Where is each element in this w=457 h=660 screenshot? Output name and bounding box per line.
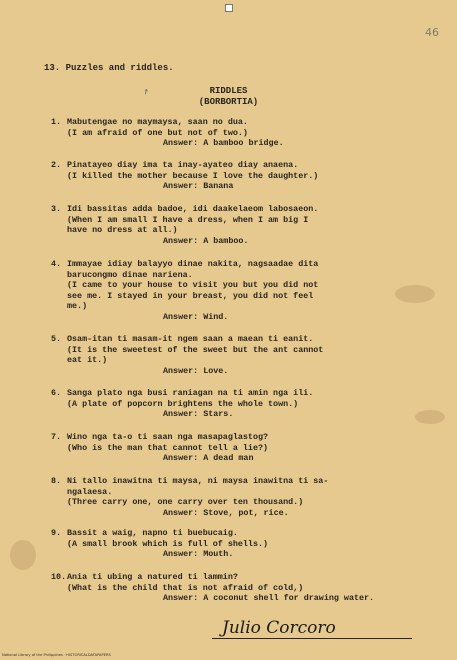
riddle-translation: (When I am small I have a dress, when I am big I have no dress at all.) xyxy=(67,214,309,236)
riddle-text: Immayae idiay balayyo dinae nakita, nagsaadae dita barucongmo dinae nariena. xyxy=(67,259,319,280)
signature: Julio Corcoro xyxy=(222,618,336,638)
riddle-answer: Answer: A bamboo. xyxy=(163,235,249,246)
riddle-answer: Answer: A dead man xyxy=(163,453,254,464)
riddle-answer: Answer: Stove, pot, rice. xyxy=(163,507,289,518)
riddle-number: 8. xyxy=(51,476,62,486)
signature-line xyxy=(212,638,412,639)
document-title: RIDDLES xyxy=(209,86,248,96)
riddle-text: Mabutengae no maymaysa, saan no dua. xyxy=(67,117,248,127)
footer-text: National Library of the Philippines · HISTORICALDATAPAPERS xyxy=(2,653,111,657)
page-number: 46 xyxy=(425,26,439,39)
riddle-text: Osam-itan ti masam-it ngem saan a maean ti eanit. xyxy=(67,334,314,344)
riddle-text: Sanga plato nga busi raniagan na ti amin nga ili. xyxy=(67,388,314,398)
section-heading: 13. Puzzles and riddles. xyxy=(44,63,174,73)
riddle-answer: Answer: Stars. xyxy=(163,409,234,420)
riddle-translation: (I came to your house to visit you but you did not see me. I stayed in your breast, you did not feel me.) xyxy=(67,280,319,312)
riddle-answer: Answer: A coconut shell for drawing water. xyxy=(163,593,375,604)
paper-stain xyxy=(10,540,36,570)
riddle-translation: (Three carry one, one carry over ten thousand.) xyxy=(67,497,304,508)
riddle-item xyxy=(51,528,431,560)
riddle-number: 7. xyxy=(51,432,62,442)
riddle-item xyxy=(51,572,431,604)
riddle-answer: Answer: Mouth. xyxy=(163,549,234,560)
riddle-item xyxy=(51,432,431,464)
riddle-item xyxy=(51,160,431,192)
riddle-text: Ania ti ubing a natured ti lammin? xyxy=(67,572,238,582)
riddle-text: Bassit a waig, napno ti buebucaig. xyxy=(67,528,238,538)
riddle-translation: (I killed the mother because I love the daughter.) xyxy=(67,170,319,181)
riddle-answer: Answer: A bamboo bridge. xyxy=(163,138,284,149)
riddle-number: 2. xyxy=(51,160,62,170)
riddle-item xyxy=(51,388,431,420)
riddle-item xyxy=(51,334,431,376)
riddle-answer: Answer: Wind. xyxy=(163,311,229,322)
riddle-item xyxy=(51,259,431,323)
riddle-number: 3. xyxy=(51,204,62,214)
riddle-translation: (I am afraid of one but not of two.) xyxy=(67,127,248,138)
riddle-translation: (A plate of popcorn brightens the whole town.) xyxy=(67,398,299,409)
riddle-number: 1. xyxy=(51,117,62,127)
riddle-answer: Answer: Banana xyxy=(163,181,234,192)
document-subtitle: (BORBORTIA) xyxy=(198,97,259,107)
riddle-translation: (Who is the man that cannot tell a lie?) xyxy=(67,442,269,453)
riddle-translation: (It is the sweetest of the sweet but the ant cannot eat it.) xyxy=(67,344,324,366)
pencil-mark: ↗ xyxy=(140,86,152,99)
riddle-number: 10. xyxy=(51,572,67,582)
riddle-number: 9. xyxy=(51,528,62,538)
riddle-text: Ni tallo inawitna ti maysa, ni maysa inawitna ti sa- ngalaesa. xyxy=(67,476,329,497)
riddle-item xyxy=(51,476,431,518)
riddle-translation: (What is the child that is not afraid of cold,) xyxy=(67,582,304,593)
riddle-text: Idi bassitas adda badoe, idi daakelaeom labosaeon. xyxy=(67,204,319,214)
riddle-text: Pinatayeo diay ima ta inay-ayateo diay anaena. xyxy=(67,160,299,170)
riddle-number: 6. xyxy=(51,388,62,398)
riddle-answer: Answer: Love. xyxy=(163,365,229,376)
riddle-text: Wino nga ta-o ti saan nga masapaglastog? xyxy=(67,432,269,442)
top-marker xyxy=(225,4,233,12)
riddle-item xyxy=(51,204,431,246)
riddle-number: 5. xyxy=(51,334,62,344)
riddle-number: 4. xyxy=(51,259,62,269)
riddle-translation: (A small brook which is full of shells.) xyxy=(67,538,269,549)
riddle-item xyxy=(51,117,431,149)
